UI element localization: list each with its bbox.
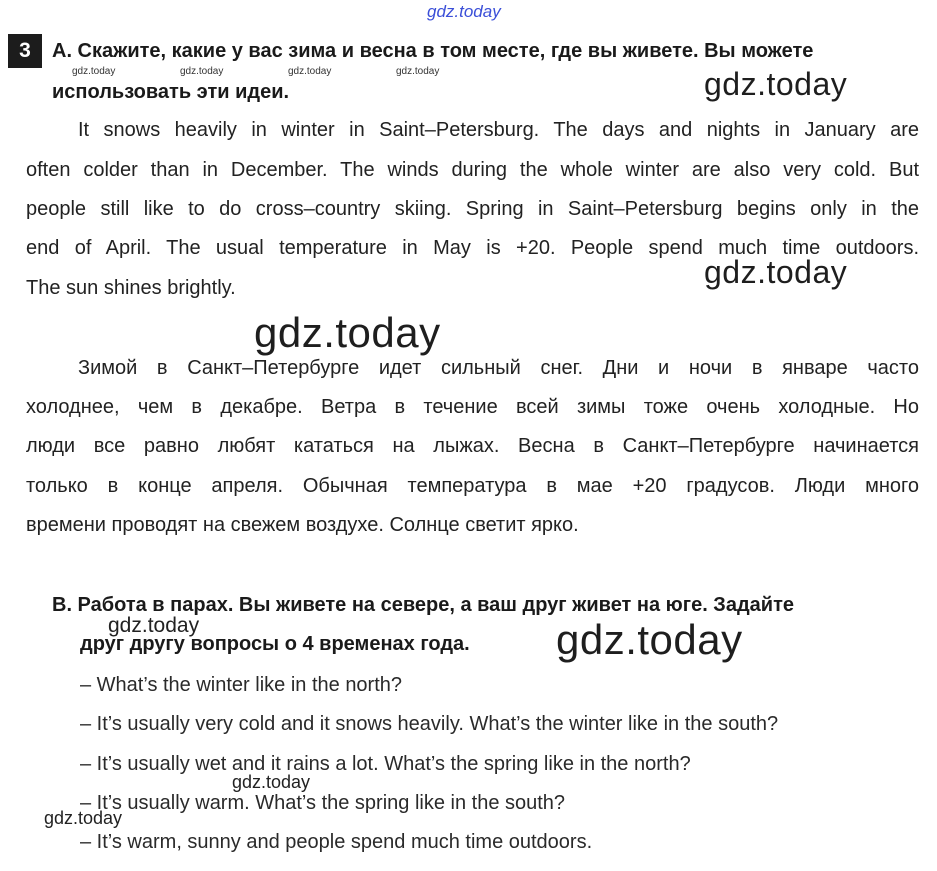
paragraph-line: люди все равно любят кататься на лыжах. Весна в Санкт–Петербурге начинается [26, 435, 919, 457]
watermark-top: gdz.today [427, 2, 501, 21]
dialog-line: – What’s the winter like in the north? [80, 674, 403, 696]
paragraph-line: It snows heavily in winter in Saint–Petersburg. The days and nights in January are [78, 119, 919, 141]
watermark-tiny: gdz.today [72, 66, 116, 77]
watermark-tiny: gdz.today [396, 66, 440, 77]
watermark-huge: gdz.today [556, 616, 743, 663]
paragraph-line: people still like to do cross–country skiing. Spring in Saint–Petersburg begins only in the [26, 198, 919, 220]
dialog-line: – It’s usually warm. What’s the spring like in the south? [80, 792, 566, 814]
watermark-tiny: gdz.today [288, 66, 332, 77]
dialog-line: – It’s warm, sunny and people spend much time outdoors. [80, 831, 593, 853]
watermark-medium: gdz.today [44, 808, 123, 828]
task-b-subtitle: друг другу вопросы о 4 временах года. [80, 633, 470, 655]
task-a-title: A. Скажите, какие у вас зима и весна в том месте, где вы живете. Вы можете [52, 40, 814, 62]
watermark-large: gdz.today [704, 66, 848, 102]
paragraph-line: времени проводят на свежем воздухе. Солнце светит ярко. [26, 514, 579, 536]
paragraph-line: often colder than in December. The winds during the whole winter are also very cold. But [26, 159, 919, 181]
paragraph-line: end of April. The usual temperature in May is +20. People spend much time outdoors. [26, 237, 919, 259]
dialog-line: – It’s usually very cold and it snows heavily. What’s the winter like in the south? [80, 713, 779, 735]
watermark-huge: gdz.today [254, 309, 441, 356]
paragraph-line: Зимой в Санкт–Петербурге идет сильный снег. Дни и ночи в январе часто [78, 357, 919, 379]
task-a-subtitle: использовать эти идеи. [52, 81, 290, 103]
dialog-line: – It’s usually wet and it rains a lot. What’s the spring like in the north? [80, 753, 691, 775]
paragraph-line: только в конце апреля. Обычная температура в мае +20 градусов. Люди много [26, 475, 919, 497]
watermark-medium: gdz.today [108, 614, 200, 637]
paragraph-line: The sun shines brightly. [26, 277, 236, 299]
watermark-large: gdz.today [704, 254, 848, 290]
watermark-medium: gdz.today [232, 772, 311, 792]
watermark-tiny: gdz.today [180, 66, 224, 77]
exercise-number: 3 [8, 34, 42, 68]
paragraph-line: холоднее, чем в декабре. Ветра в течение всей зимы тоже очень холодные. Но [26, 396, 919, 418]
task-b-title: B. Работа в парах. Вы живете на севере, а ваш друг живет на юге. Задайте [52, 594, 794, 616]
